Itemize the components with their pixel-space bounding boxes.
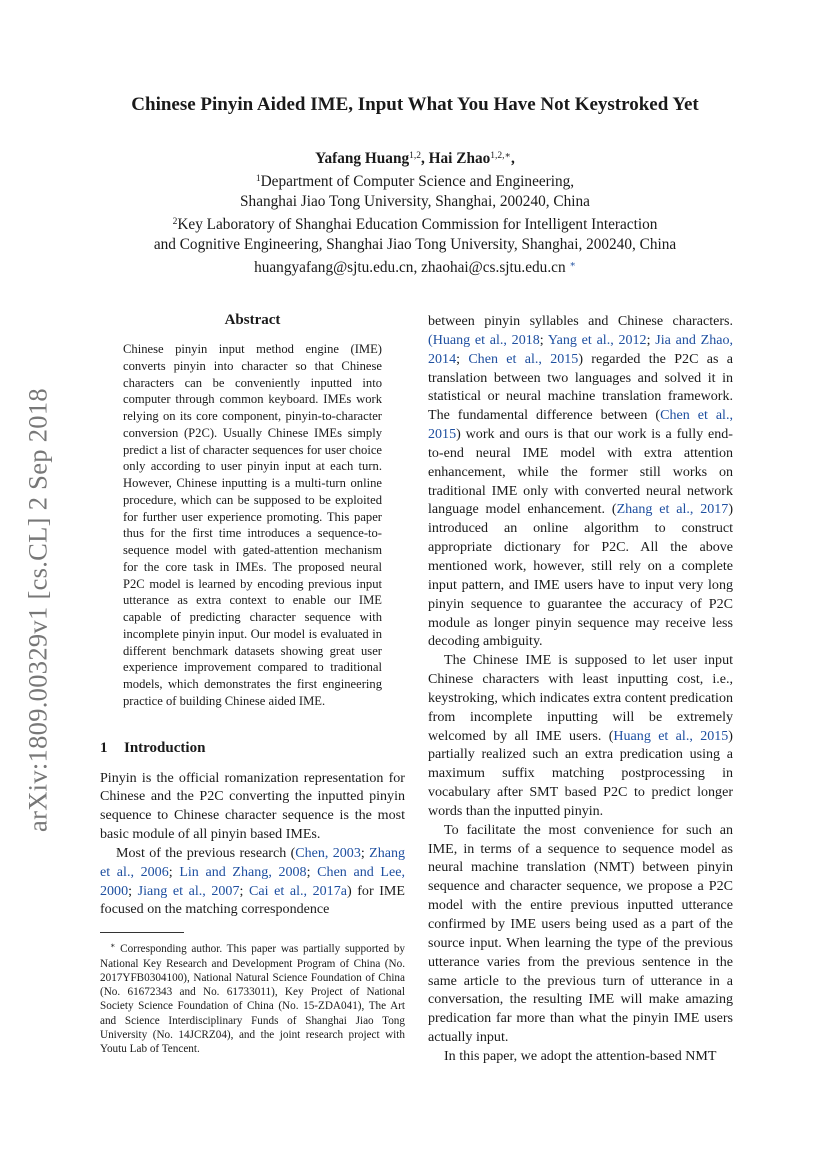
affiliation-line — [60, 169, 770, 192]
text-run: ; — [128, 882, 138, 899]
citation-link[interactable]: Cai et al., 2017a — [249, 882, 347, 899]
citation-bracket: ( — [428, 331, 433, 348]
footnote — [100, 939, 405, 1056]
text-run: between pinyin syllables and Chinese characters. — [428, 313, 733, 329]
citation-link[interactable]: Chen et al., 2015 — [468, 350, 579, 367]
citation-link[interactable]: Zhang et al., 2017 — [616, 501, 729, 518]
arxiv-stamp — [14, 375, 62, 845]
section-title: Introduction — [124, 739, 206, 756]
author-name: Yafang Huang — [315, 150, 410, 167]
citation-link[interactable]: Huang et al., 2018 — [432, 331, 540, 348]
affiliation-line: Shanghai Jiao Tong University, Shanghai, 200240, China — [240, 193, 590, 210]
affil-mark: 2 — [172, 217, 178, 227]
footnote-link[interactable]: ∗ — [569, 260, 576, 270]
text-run: ; — [539, 331, 548, 348]
citation-link[interactable]: Jiang et al., 2007 — [137, 882, 240, 899]
text-run: ; — [360, 844, 370, 861]
arxiv-id: arXiv:1809.00329v1 [cs.CL] 2 Sep 2018 — [22, 388, 53, 832]
footnote-mark: ∗ — [110, 941, 116, 951]
footnote-text: Corresponding author. This paper was partially supported by National Key Research and Development Program of China (No. 2017YFB0304100), National Natural Science Foundation of China (No. 61672343 and No. 61733011), Key Project of National Society Science Foundation of China (No. 15-ZDA041), The Art and Science Interdisciplinary Funds of Shanghai Jiao Tong University (No. 14JCRZ04), and the joint research project with Youtu Lab of Tencent. — [100, 943, 406, 1056]
body-paragraph: To facilitate the most convenience for such an IME, in terms of a sequence to sequence model as neural machine translation (NMT) between pinyin sequence and character sequence, we propose a P2C model with the entire previous inputted utterance confirmed by IME users being used as a part of the source input. When learning the type of the previous utterance varies from the previous sentence in the same article to the previous turn of utterance in a conversation, the resulting IME will make amazing predication far more than what the pinyin IME users actually input. — [428, 821, 733, 1046]
emails-line — [60, 255, 770, 278]
body-paragraph: In this paper, we adopt the attention-based NMT — [444, 1047, 717, 1064]
author-affil-mark: 1,2 — [409, 151, 421, 161]
text-run: ; — [306, 863, 318, 880]
section-heading — [100, 740, 405, 757]
author-separator: , — [420, 150, 429, 167]
text-run: The Chinese IME is supposed to let user input Chinese characters with least inputting cost, i.e., keystroking, which indicates extra content predication from incomplete inputting will be extremely welcomed by all IME users. ( — [428, 652, 733, 744]
text-run: ; — [168, 863, 180, 880]
author-trailing: , — [511, 150, 515, 167]
citation-link[interactable]: Huang et al., 2015 — [613, 727, 729, 744]
author-emails[interactable]: huangyafang@sjtu.edu.cn, zhaohai@cs.sjtu.edu.cn — [254, 259, 566, 276]
paper-title: Chinese Pinyin Aided IME, Input What You Have Not Keystroked Yet — [131, 94, 699, 115]
footnote-rule — [100, 932, 184, 933]
text-run: ; — [239, 882, 249, 899]
text-run: ; — [646, 331, 656, 348]
body-paragraph — [428, 651, 733, 821]
citation-link[interactable]: Jia and Zhao, 2014 — [428, 331, 733, 367]
author-names — [60, 146, 770, 169]
affiliation-line: and Cognitive Engineering, Shanghai Jiao Tong University, Shanghai, 200240, China — [153, 236, 677, 253]
intro-paragraph — [100, 844, 405, 919]
affiliation-text: Department of Computer Science and Engineering, — [260, 173, 575, 190]
author-affil-mark: 1,2,∗ — [490, 151, 511, 161]
affil-mark: 1 — [255, 174, 261, 184]
citation-link[interactable]: Lin and Zhang, 2008 — [179, 863, 307, 880]
intro-paragraph: Pinyin is the official romanization representation for Chinese and the P2C converting the inputted pinyin sequence to Chinese character sequence is the most basic module of all pinyin based IMEs. — [100, 769, 405, 843]
text-run: ) regarded the P2C as a translation between two languages and solved it in statistical or neural machine translation framework. The fundamental difference between ( — [428, 350, 733, 424]
abstract-text: Chinese pinyin input method engine (IME) converts pinyin into character so that Chinese characters can be conveniently inputted into computer through common keyboard. IMEs work relying on its core component, pinyin-to-character conversion (P2C). Usually Chinese IMEs simply predict a list of character sequences for user choice only according to user pinyin input at each turn. However, Chinese inputting is a multi-turn online procedure, which can be supposed to be exploited for further user experience promoting. This paper thus for the first time introduces a sequence-to-sequence model with gated-attention mechanism for the core task in IMEs. The proposed neural P2C model is learned by encoding previous input utterance as extra context to enable our IME capable of predicting character sequence with incomplete pinyin input. Our model is evaluated in different benchmark datasets showing great user experience improvement compared to traditional models, which demonstrates the first engineering practice of building Chinese aided IME. — [123, 342, 382, 708]
body-paragraph — [428, 312, 733, 651]
authors-block — [60, 146, 770, 278]
author-name: Hai Zhao — [428, 150, 491, 167]
text-run: ) introduced an online algorithm to construct appropriate dictionary for P2C. All the above mentioned work, however, still rely on a complete input pattern, and IME users have to input very long pinyin sequence to guarantee the accuracy of P2C module as longer pinyin sequence may receive less decoding ambiguity. — [428, 501, 733, 650]
left-column — [100, 312, 405, 1057]
abstract-heading: Abstract — [224, 312, 281, 328]
text-run: ) for IME focused on the matching correspondence — [100, 882, 405, 918]
text-run: ) work and ours is that our work is a fully end-to-end neural IME model with extra attention enhancement, while the former still works on traditional IME only with converted neural network language model enhancement. ( — [428, 426, 733, 518]
right-column — [428, 312, 733, 1066]
citation-link[interactable]: Zhang et al., 2006 — [100, 844, 405, 880]
affiliation-text: Key Laboratory of Shanghai Education Commission for Intelligent Interaction — [177, 216, 658, 233]
section-number: 1 — [100, 739, 108, 756]
citation-link[interactable]: Chen and Lee, 2000 — [100, 863, 405, 899]
text-run: ; — [456, 350, 469, 367]
text-run: Most of the previous research ( — [116, 844, 296, 861]
affiliation-line — [60, 212, 770, 235]
citation-link[interactable]: Chen, 2003 — [295, 844, 361, 861]
citation-link[interactable]: Chen et al., 2015 — [428, 407, 733, 443]
citation-link[interactable]: Yang et al., 2012 — [547, 331, 647, 348]
text-run: ) partially realized such an extra predication using a maximum suffix matching postprocessing in vocabulary after SMT based P2C to predict longer words than the inputted pinyin. — [428, 727, 733, 819]
